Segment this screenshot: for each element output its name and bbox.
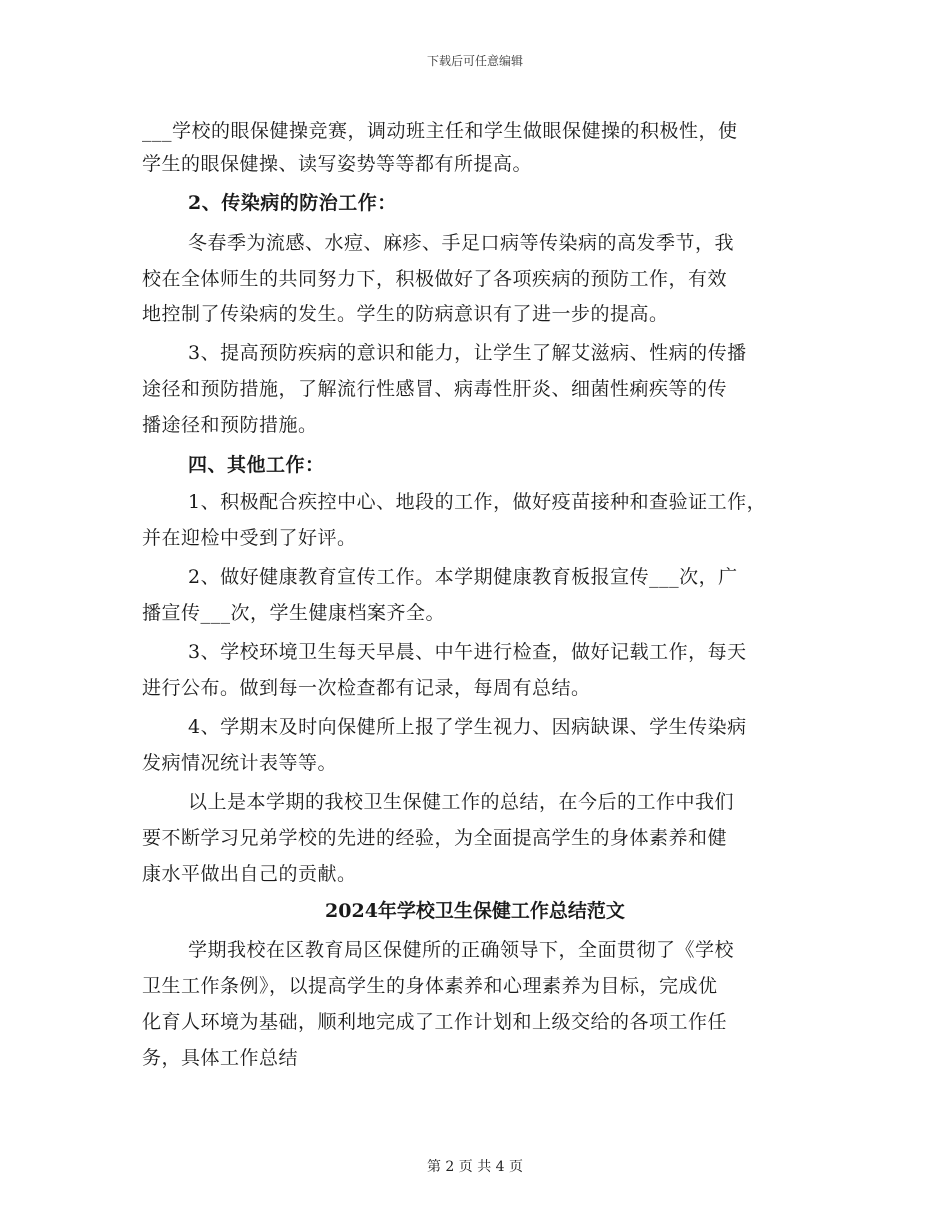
page-header: 下载后可任意编辑 (426, 54, 523, 68)
document-title: 2024年学校卫生保健工作总结范文 (325, 900, 625, 922)
paragraph-line: 康水平做出自己的贡献。 (142, 863, 357, 885)
paragraph-line: 化育人环境为基础，顺利地完成了工作计划和上级交给的各项工作任 (142, 1011, 728, 1033)
paragraph-line: ___学校的眼保健操竞赛，调动班主任和学生做眼保健操的积极性，使 (142, 120, 738, 142)
paragraph-line: 以上是本学期的我校卫生保健工作的总结，在今后的工作中我们 (188, 791, 735, 813)
paragraph-line: 并在迎检中受到了好评。 (142, 527, 357, 549)
paragraph-line: 1、积极配合疾控中心、地段的工作，做好疫苗接种和查验证工作， (188, 491, 767, 513)
paragraph-line: 学生的眼保健操、读写姿势等等都有所提高。 (142, 153, 533, 175)
paragraph-line: 途径和预防措施，了解流行性感冒、病毒性肝炎、细菌性痢疾等的传 (142, 378, 728, 400)
paragraph-line: 4、学期末及时向保健所上报了学生视力、因病缺课、学生传染病 (188, 716, 747, 738)
section-heading: 四、其他工作： (188, 454, 325, 476)
paragraph-line: 播宣传___次，学生健康档案齐全。 (142, 602, 446, 624)
paragraph-line: 学期我校在区教育局区保健所的正确领导下，全面贯彻了《学校 (188, 939, 735, 961)
paragraph-line: 3、学校环境卫生每天早晨、中午进行检查，做好记载工作，每天 (188, 641, 747, 663)
paragraph-line: 发病情况统计表等等。 (142, 752, 338, 774)
paragraph-line: 务，具体工作总结 (142, 1047, 299, 1069)
paragraph-line: 进行公布。做到每一次检查都有记录，每周有总结。 (142, 677, 591, 699)
paragraph-line: 校在全体师生的共同努力下，积极做好了各项疾病的预防工作，有效 (142, 268, 728, 290)
paragraph-line: 地控制了传染病的发生。学生的防病意识有了进一步的提高。 (142, 303, 669, 325)
paragraph-line: 2、做好健康教育宣传工作。本学期健康教育板报宣传___次，广 (188, 566, 738, 588)
paragraph-line: 冬春季为流感、水痘、麻疹、手足口病等传染病的高发季节，我 (188, 232, 735, 254)
section-heading: 2、传染病的防治工作： (188, 192, 397, 214)
paragraph-line: 3、提高预防疾病的意识和能力，让学生了解艾滋病、性病的传播 (188, 342, 747, 364)
page-footer: 第 2 页 共 4 页 (426, 1159, 524, 1175)
paragraph-line: 卫生工作条例》，以提高学生的身体素养和心理素养为目标，完成优 (142, 975, 718, 997)
paragraph-line: 播途径和预防措施。 (142, 414, 318, 436)
paragraph-line: 要不断学习兄弟学校的先进的经验，为全面提高学生的身体素养和健 (142, 827, 728, 849)
